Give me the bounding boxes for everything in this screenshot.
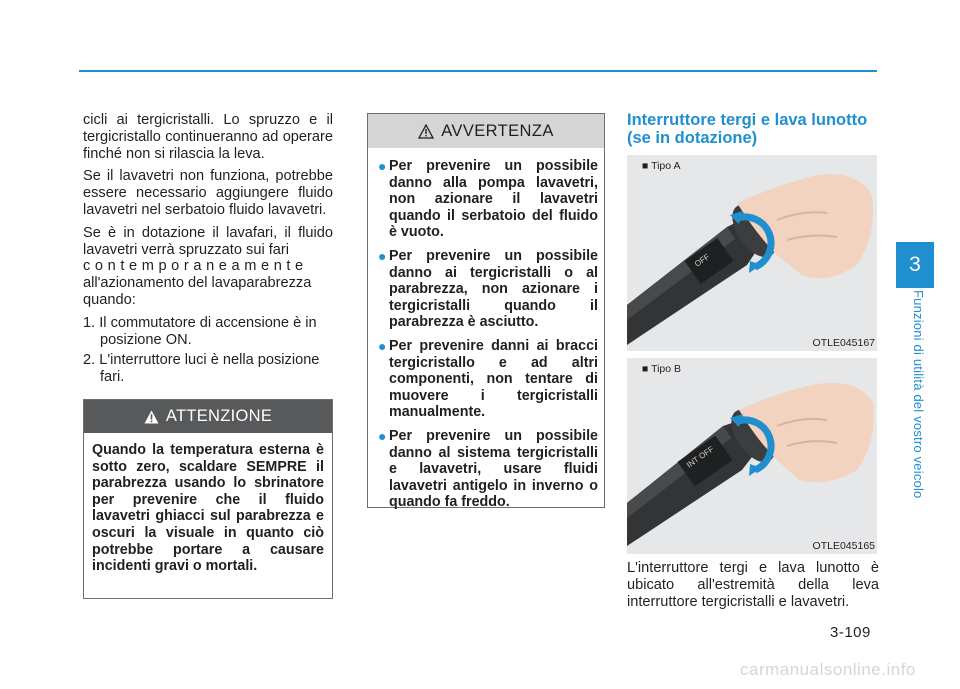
figure-code: OTLE045165 — [812, 540, 875, 552]
figure-tipo-a — [627, 155, 877, 351]
section-body: L'interruttore tergi e lava lunotto è ubicato all'estremità della leva interruttore tergicristalli e lavavetri. — [627, 560, 879, 610]
avvertenza-title: AVVERTENZA — [441, 121, 554, 140]
list-item: 2. L'interruttore luci è nella posizione fari. — [83, 352, 320, 386]
avvertenza-box — [367, 113, 605, 511]
top-rule — [79, 70, 877, 72]
chapter-tab: 3 — [896, 242, 934, 288]
list-item: 1. Il commutatore di accensione è in posizione ON. — [83, 314, 317, 348]
paragraph-2: Se il lavavetri non funziona, potrebbe essere necessario aggiungere fluido lavavetri nel serbatoio fluido lavavetri. — [83, 168, 333, 218]
list-item: ● Per prevenire un possibile danno al sistema tergicristalli e lavavetri, usare fluidi lavavetri antigelo in inverno o quando fa freddo. — [378, 427, 598, 511]
paragraph-3a: Se è in dotazione il lavafari, il fluido lavavetri verrà spruzzato sui fari — [83, 224, 333, 258]
figure-label: ■ Tipo A — [642, 160, 681, 172]
attenzione-title: ATTENZIONE — [165, 407, 273, 425]
bullet-icon: ● — [378, 427, 387, 444]
list-item: ● Per prevenire un possibile danno ai tergicristalli o al parabrezza, non azionare i tergicristalli quando il parabrezza è asciutto. — [378, 247, 598, 331]
wiper-stalk-illustration — [627, 155, 877, 351]
svg-text:INT OFF: INT OFF — [684, 444, 716, 470]
avvertenza-header — [368, 114, 604, 148]
figure-tipo-b — [627, 358, 877, 554]
paragraph-3b: contemporaneamente — [83, 258, 308, 275]
attenzione-header — [84, 400, 332, 433]
list-item: ● Per prevenire danni ai bracci tergicristallo e ad altri componenti, non tentare di muovere i tergicristalli manualmente. — [378, 337, 598, 421]
bullet-icon: ● — [378, 158, 387, 174]
column-left — [83, 112, 333, 390]
figure-label: ■ Tipo B — [642, 363, 682, 375]
section-title: Interruttore tergi e lava lunotto (se in dotazione) — [627, 111, 868, 147]
bullet-icon: ● — [378, 247, 387, 264]
warning-triangle-icon — [418, 124, 434, 139]
warning-triangle-icon — [144, 410, 159, 424]
figure-code: OTLE045167 — [812, 337, 875, 349]
avvertenza-list — [368, 148, 604, 511]
condition-list — [83, 315, 333, 386]
watermark: carmanualsonline.info — [740, 660, 916, 679]
list-item: ● Per prevenire un possibile danno alla pompa lavavetri, non azionare il lavavetri quando il serbatoio del fluido è vuoto. — [378, 158, 598, 241]
attenzione-body: Quando la temperatura esterna è sotto zero, scaldare SEMPRE il parabrezza usando lo sbrinatore per prevenire che il fluido lavavetri ghiacci sul parabrezza e oscuri la visuale in quanto ciò potrebbe portare a causare incidenti gravi o mortali. — [92, 442, 324, 575]
svg-text:OFF: OFF — [692, 252, 712, 269]
paragraph-3c: all'azionamento del lavaparabrezza quando: — [83, 275, 312, 308]
chapter-title-vertical: Funzioni di utilità del vostro veicolo — [911, 289, 926, 499]
paragraph-1: cicli ai tergicristalli. Lo spruzzo e il tergicristallo continueranno ad operare finché non si rilascia la leva. — [83, 112, 333, 162]
page-number: 3-109 — [830, 624, 871, 641]
attenzione-box — [83, 399, 333, 599]
bullet-icon: ● — [378, 337, 387, 354]
wiper-stalk-illustration — [627, 358, 877, 554]
